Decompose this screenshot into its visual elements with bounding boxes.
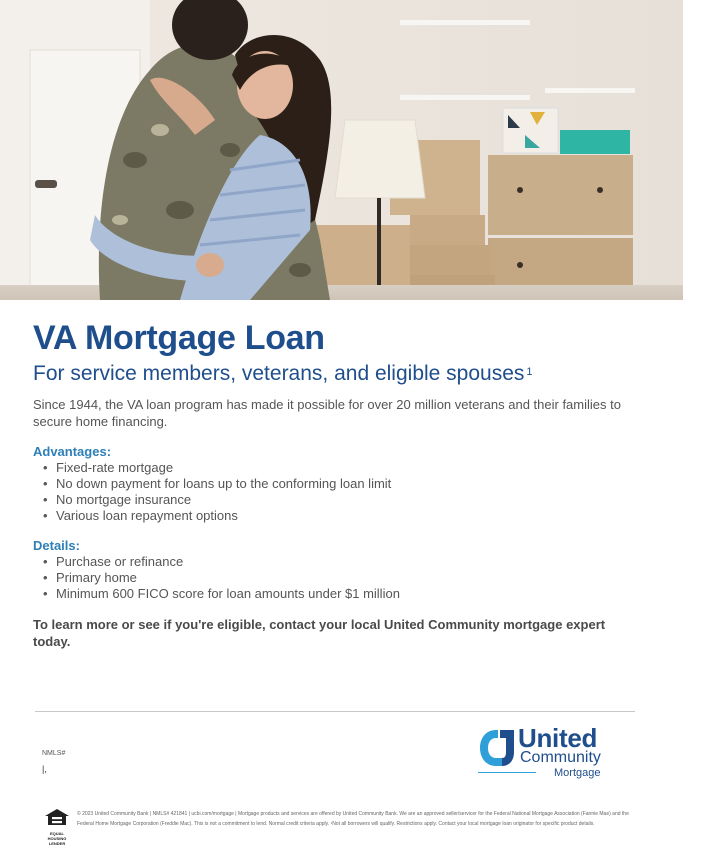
page-title: VA Mortgage Loan [33,319,325,357]
details-list [33,554,663,602]
logo-rule [478,772,536,773]
call-to-action: To learn more or see if you're eligible, contact your local United Community mortgage expert today. [33,617,606,649]
hero-photo [0,0,683,300]
equal-housing-label: EQUAL HOUSING LENDER [47,831,67,846]
equal-housing-icon [44,808,70,826]
intro-paragraph: Since 1944, the VA loan program has made it possible for over 20 million veterans and their families to secure home financing. [33,397,621,429]
list-item: • Primary home [43,570,663,586]
logo-line-1: United [518,723,598,753]
subtitle-text: For service members, veterans, and eligible spouses [33,362,525,385]
logo-mark-icon [478,728,516,768]
advantages-list [33,460,663,524]
advantages-heading: Advantages: [33,444,112,459]
footnote-marker: 1 [526,366,533,378]
list-item: • Minimum 600 FICO score for loan amounts under $1 million [43,586,663,602]
list-item: • Purchase or refinance [43,554,663,570]
details-heading: Details: [33,538,80,553]
legal-disclaimer: © 2023 United Community Bank | NMLS# 421841 | ucbi.com/mortgage | Mortgage products and services are offered by United Community Bank. We are an approved seller/servicer for the Federal National Mortgage Association (Fannie Mae) and the Federal Home Mortgage Corporation (Freddie Mac). This is not a commitment to lend. Normal credit criteria apply. ¹Not all borrowers will qualify. Restrictions apply. Contact your local mortgage loan originator for specific product details. [77,811,629,827]
united-community-mortgage-logo [478,723,618,786]
list-item: • No mortgage insurance [43,492,663,508]
equal-housing-lender [42,808,72,846]
footer-divider [35,711,635,712]
page-subtitle [33,360,663,388]
list-item: • No down payment for loans up to the conforming loan limit [43,476,663,492]
logo-line-3: Mortgage [554,767,601,779]
logo-line-2: Community [520,749,601,766]
nmls-value: |, [42,764,47,774]
nmls-label: NMLS# [42,750,66,757]
list-item: • Various loan repayment options [43,508,663,524]
main-content [33,318,663,650]
list-item: • Fixed-rate mortgage [43,460,663,476]
